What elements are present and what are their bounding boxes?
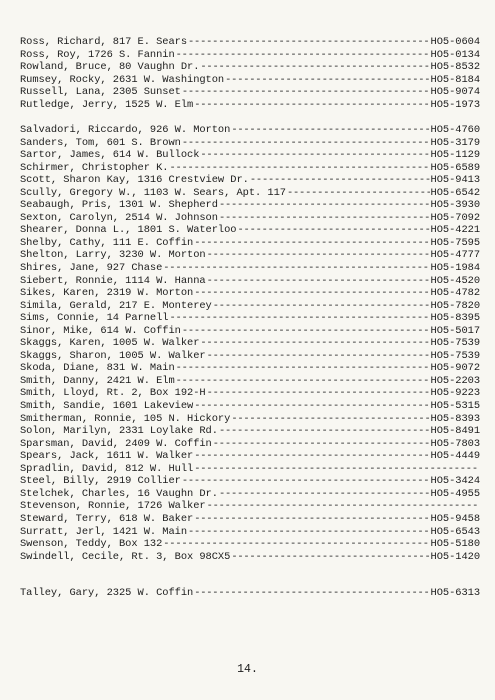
entry-name: Scully, Gregory W., 1103 W. Sears, Apt. 117 xyxy=(20,186,286,199)
dot-leader xyxy=(231,551,429,564)
entry-phone: HO5-4760 xyxy=(430,124,480,136)
dot-leader xyxy=(194,513,429,526)
entry-name: Rowland, Bruce, 80 Vaughn Dr. xyxy=(20,61,200,74)
directory-entry xyxy=(20,36,480,49)
directory-entry xyxy=(20,212,480,225)
entry-name: Smith, Lloyd, Rt. 2, Box 192-H xyxy=(20,387,206,400)
dot-leader xyxy=(188,36,430,49)
directory-entry xyxy=(20,337,480,350)
directory-entry xyxy=(20,551,480,564)
directory-entry xyxy=(20,325,480,338)
entry-name: Sims, Connie, 14 Parnell xyxy=(20,312,169,325)
directory-entry xyxy=(20,362,480,375)
dot-leader xyxy=(176,49,430,62)
entry-name: Shearer, Donna L., 1801 S. Waterloo xyxy=(20,224,237,237)
entry-name: Swindell, Cecile, Rt. 3, Box 98CX5 xyxy=(20,550,231,563)
directory-entry xyxy=(20,49,480,62)
entry-phone: HO5-6313 xyxy=(430,587,480,599)
entry-name: Smith, Sandie, 1601 Lakeview xyxy=(20,400,194,413)
entry-name: Scott, Sharon Kay, 1316 Crestview Dr. xyxy=(20,174,249,187)
entry-name: Steel, Billy, 2919 Collier xyxy=(20,475,181,488)
directory-entry xyxy=(20,237,480,250)
dot-leader xyxy=(194,463,479,476)
entry-name: Spears, Jack, 1611 W. Walker xyxy=(20,450,194,463)
entry-phone: HO5-4782 xyxy=(430,287,480,300)
directory-entry xyxy=(20,413,480,426)
page-number: 14. xyxy=(237,663,258,676)
directory-entry xyxy=(20,275,480,288)
entry-name: Skoda, Diane, 831 W. Main xyxy=(20,362,175,375)
directory-entry xyxy=(20,350,480,363)
entry-phone: HO5-3930 xyxy=(430,199,480,212)
directory-entry xyxy=(20,475,480,488)
dot-leader xyxy=(225,74,429,87)
entry-phone: HO5-1984 xyxy=(430,262,480,275)
directory-entry xyxy=(20,262,480,275)
entry-phone: HO5-9072 xyxy=(430,362,480,375)
dot-leader xyxy=(207,275,430,288)
dot-leader xyxy=(207,350,430,363)
directory-entry xyxy=(20,526,480,539)
dot-leader xyxy=(194,99,429,112)
entry-name: Sanders, Tom, 601 S. Brown xyxy=(20,136,181,149)
entry-name: Smitherman, Ronnie, 105 N. Hickory xyxy=(20,412,231,425)
dot-leader xyxy=(200,149,429,162)
directory-entry xyxy=(20,587,480,600)
entry-name: Ross, Roy, 1726 S. Fannin xyxy=(20,48,175,61)
entry-name: Spradlin, David, 812 W. Hull xyxy=(20,462,194,475)
dot-leader xyxy=(231,413,429,426)
directory-entry xyxy=(20,99,480,112)
dot-leader xyxy=(194,287,429,300)
dot-leader xyxy=(188,526,430,539)
entry-phone: HO5-2203 xyxy=(430,374,480,387)
directory-entry xyxy=(20,249,480,262)
entry-name: Sartor, James, 614 W. Bullock xyxy=(20,149,200,162)
dot-leader xyxy=(194,237,429,250)
entry-name: Rumsey, Rocky, 2631 W. Washington xyxy=(20,73,225,86)
entry-name: Simila, Gerald, 217 E. Monterey xyxy=(20,299,212,312)
entry-phone: HO5-5315 xyxy=(430,400,480,413)
dot-leader xyxy=(182,475,430,488)
dot-leader xyxy=(182,325,430,338)
section-t xyxy=(20,587,480,600)
directory-entry xyxy=(20,86,480,99)
entry-phone: HO5-4955 xyxy=(430,487,480,500)
dot-leader xyxy=(169,162,429,175)
entry-name: Stelchek, Charles, 16 Vaughn Dr. xyxy=(20,487,218,500)
entry-phone: HO5-9223 xyxy=(430,387,480,400)
entry-name: Surratt, Jerl, 1421 W. Main xyxy=(20,525,188,538)
entry-phone: HO5-4221 xyxy=(430,224,480,237)
directory-entry xyxy=(20,513,480,526)
entry-phone: HO5-5017 xyxy=(430,324,480,337)
entry-name: Sexton, Carolyn, 2514 W. Johnson xyxy=(20,211,218,224)
directory-entry xyxy=(20,174,480,187)
entry-phone: HO5-4777 xyxy=(430,249,480,262)
directory-entry xyxy=(20,387,480,400)
directory-entry xyxy=(20,74,480,87)
entry-name: Russell, Lana, 2305 Sunset xyxy=(20,86,181,99)
entry-name: Shelton, Larry, 3230 W. Morton xyxy=(20,249,206,262)
directory-entry xyxy=(20,199,480,212)
directory-entry xyxy=(20,438,480,451)
directory-entry xyxy=(20,312,480,325)
directory-entry xyxy=(20,162,480,175)
entry-name: Schirmer, Christopher K. xyxy=(20,161,169,174)
dot-leader xyxy=(163,538,429,551)
entry-phone: HO5-8184 xyxy=(430,73,480,86)
entry-phone: HO5-1420 xyxy=(430,550,480,563)
entry-phone: HO5-4449 xyxy=(430,450,480,463)
entry-phone: HO5-7092 xyxy=(430,211,480,224)
entry-phone: HO5-7539 xyxy=(430,337,480,350)
section-s xyxy=(20,124,480,563)
dot-leader xyxy=(207,500,479,513)
entry-phone: HO5-7820 xyxy=(430,299,480,312)
entry-name: Sinor, Mike, 614 W. Coffin xyxy=(20,324,181,337)
entry-name: Solon, Marilyn, 2331 Loylake Rd. xyxy=(20,425,218,438)
entry-phone: HO5-0134 xyxy=(430,48,480,61)
entry-name: Siebert, Ronnie, 1114 W. Hanna xyxy=(20,274,206,287)
dot-leader xyxy=(200,61,429,74)
entry-phone: HO5-0604 xyxy=(430,36,480,48)
entry-name: Skaggs, Karen, 1005 W. Walker xyxy=(20,337,200,350)
entry-name: Steward, Terry, 618 W. Baker xyxy=(20,512,194,525)
directory-entry xyxy=(20,61,480,74)
dot-leader xyxy=(194,450,429,463)
entry-name: Sparsman, David, 2409 W. Coffin xyxy=(20,437,212,450)
dot-leader xyxy=(287,187,430,200)
entry-phone: HO5-7803 xyxy=(430,437,480,450)
entry-phone: HO5-9413 xyxy=(430,174,480,187)
dot-leader xyxy=(219,199,430,212)
entry-name: Swenson, Teddy, Box 132 xyxy=(20,538,163,551)
dot-leader xyxy=(200,337,429,350)
dot-leader xyxy=(238,224,430,237)
dot-leader xyxy=(163,262,429,275)
directory-entry xyxy=(20,124,480,137)
dot-leader xyxy=(176,375,430,388)
dot-leader xyxy=(169,312,429,325)
dot-leader xyxy=(250,174,430,187)
entry-phone: HO5-3424 xyxy=(430,475,480,488)
directory-entry xyxy=(20,538,480,551)
directory-entry xyxy=(20,500,480,513)
dot-leader xyxy=(231,124,429,137)
dot-leader xyxy=(207,387,430,400)
entry-phone: HO5-3179 xyxy=(430,136,480,149)
entry-name: Smith, Danny, 2421 W. Elm xyxy=(20,374,175,387)
directory-entry xyxy=(20,287,480,300)
directory-entry xyxy=(20,300,480,313)
directory-entry xyxy=(20,137,480,150)
directory-entry xyxy=(20,450,480,463)
entry-phone: HO5-9074 xyxy=(430,86,480,99)
entry-name: Ross, Richard, 817 E. Sears xyxy=(20,36,188,48)
entry-phone: HO5-1129 xyxy=(430,149,480,162)
entry-name: Talley, Gary, 2325 W. Coffin xyxy=(20,587,194,599)
entry-phone: HO5-8395 xyxy=(430,312,480,325)
entry-phone: HO5-8393 xyxy=(430,412,480,425)
entry-phone: HO5-6589 xyxy=(430,161,480,174)
dot-leader xyxy=(182,137,430,150)
directory-entry xyxy=(20,375,480,388)
entry-name: Shelby, Cathy, 111 E. Coffin xyxy=(20,236,194,249)
directory-entry xyxy=(20,400,480,413)
directory-entry xyxy=(20,187,480,200)
entry-name: Sikes, Karen, 2319 W. Morton xyxy=(20,287,194,300)
directory-entry xyxy=(20,149,480,162)
dot-leader xyxy=(194,587,429,600)
entry-name: Seabaugh, Pris, 1301 W. Shepherd xyxy=(20,199,218,212)
entry-phone: HO5-4520 xyxy=(430,274,480,287)
entry-phone: HO5-5180 xyxy=(430,538,480,551)
directory-entry xyxy=(20,463,480,476)
entry-phone: HO5-7539 xyxy=(430,349,480,362)
dot-leader xyxy=(213,438,430,451)
entry-name: Rutledge, Jerry, 1525 W. Elm xyxy=(20,98,194,111)
dot-leader xyxy=(194,400,429,413)
entry-phone: HO5-8491 xyxy=(430,425,480,438)
entry-name: Stevenson, Ronnie, 1726 Walker xyxy=(20,500,206,513)
dot-leader xyxy=(213,300,430,313)
entry-name: Skaggs, Sharon, 1005 W. Walker xyxy=(20,349,206,362)
directory-entry xyxy=(20,425,480,438)
entry-phone: HO5-9458 xyxy=(430,512,480,525)
dot-leader xyxy=(182,86,430,99)
entry-phone: HO5-1973 xyxy=(430,98,480,111)
dot-leader xyxy=(219,488,430,501)
dot-leader xyxy=(219,425,430,438)
entry-phone: HO5-7595 xyxy=(430,236,480,249)
section-r xyxy=(20,36,480,111)
entry-phone: HO5-8532 xyxy=(430,61,480,74)
directory-entry xyxy=(20,488,480,501)
entry-phone: HO5-6543 xyxy=(430,525,480,538)
entry-name: Shires, Jane, 927 Chase xyxy=(20,262,163,275)
dot-leader xyxy=(176,362,430,375)
dot-leader xyxy=(207,249,430,262)
dot-leader xyxy=(219,212,430,225)
entry-phone: HO5-6542 xyxy=(430,186,480,199)
directory-entry xyxy=(20,224,480,237)
entry-name: Salvadori, Riccardo, 926 W. Morton xyxy=(20,124,231,136)
